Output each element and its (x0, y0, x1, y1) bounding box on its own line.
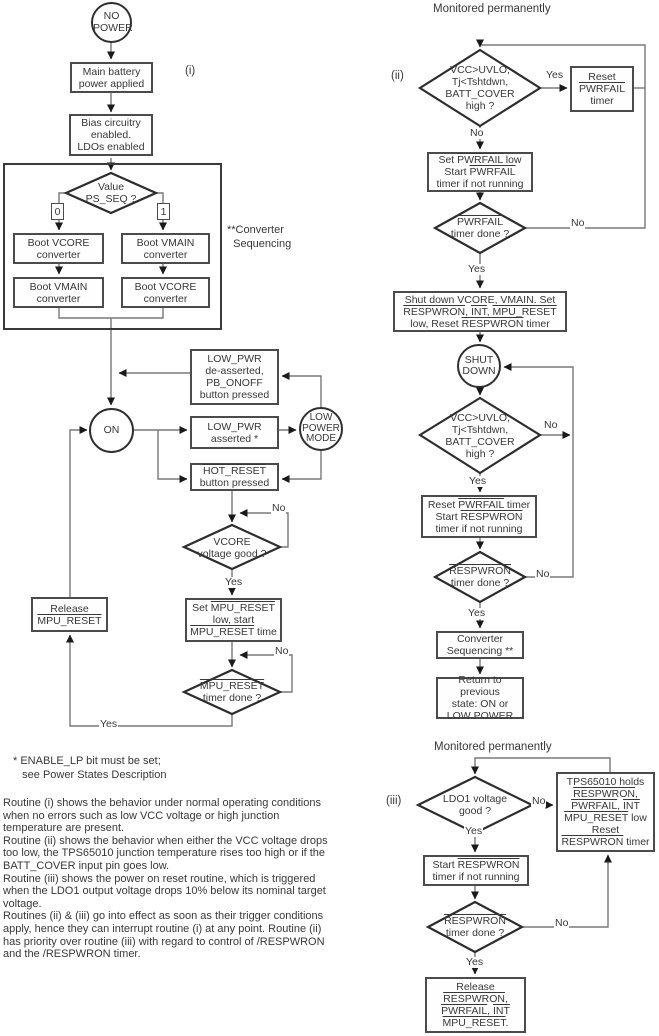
ps-seq-decision: Value PS_SEQ ? (85, 181, 137, 205)
respwron-timer-done-decision-ii: RESPWRON timer done ? (449, 565, 511, 589)
low-pwr-asserted-box: LOW_PWR asserted * (190, 416, 279, 449)
enable-lp-footnote: * ENABLE_LP bit must be set; see Power States Description (13, 755, 167, 781)
boot-vmain-first-box: Boot VMAIN converter (121, 233, 210, 264)
release-mpu-reset-box: Release MPU_RESET (31, 597, 108, 632)
edge-yes-respwron-ii: Yes (468, 607, 486, 619)
state-low-power-mode: LOW POWER MODE (299, 407, 343, 451)
routine-description-text: Routine (i) shows the behavior under normal operating conditions when no errors such as low VCC voltage or high junction temperature are present. Routine (ii) shows the behavior when either the VCC voltage drops too low, the TPS65010 junction temperature rises too high or if the BATT_COVER input pin goes low. Routine (iii) shows the power on reset routine, which is triggered when the LDO1 output voltage drops 10% below its nominal target voltage. Routines (ii) & (iii) go into effect as soon as their trigger conditions apply, hence they can interrupt routine (i) at any point. Routine (ii) has priority over routine (iii) with regard to control of /RESPWRON and the /RESPWRON timer. (3, 797, 328, 961)
routine-iii-label: (iii) (386, 795, 402, 807)
ldo1-good-decision: LDO1 voltage good ? (442, 793, 508, 817)
edge-yes-pwrfail-done: Yes (468, 263, 486, 275)
edge-yes-vcc2: Yes (469, 475, 487, 487)
reset-pwrfail-start-respwron-box: Reset PWRFAIL timer Start RESPWRON timer if not running (421, 495, 537, 538)
boot-vmain-second-box: Boot VMAIN converter (13, 277, 104, 308)
hot-reset-box: HOT_RESET button pressed (190, 463, 279, 491)
start-respwron-timer-box: Start RESPWRON timer if not running (423, 855, 529, 886)
edge-yes-vcore: Yes (225, 576, 243, 588)
edge-yes-vcc1: Yes (546, 69, 564, 81)
boot-vcore-first-box: Boot VCORE converter (13, 233, 104, 264)
set-mpu-reset-box: Set MPU_RESET low, start MPU_RESET time (185, 598, 282, 642)
set-pwrfail-low-box: Set PWRFAIL low Start PWRFAIL timer if not running (427, 152, 533, 192)
edge-no-respwron-ii: No (536, 568, 550, 580)
state-shut-down: SHUT DOWN (457, 344, 501, 388)
converter-sequencing-box: Converter Sequencing ** (436, 631, 524, 659)
boot-vcore-second-box: Boot VCORE converter (121, 277, 210, 308)
edge-no-vcore: No (272, 502, 286, 514)
tps65010-holds-box: TPS65010 holds RESPWRON, PWRFAIL, $\overline{INT}$ MPU_RESET low Reset RESPWRON timer (556, 772, 655, 852)
vcc-uvlo-decision-2: VCC>UVLO, Tj<Tshtdwn, BATT_COVER high ? (445, 412, 515, 460)
ps-seq-value-0: 0 (51, 203, 64, 220)
edge-no-pwrfail-done: No (571, 217, 585, 229)
reset-pwrfail-timer-box: Reset PWRFAIL timer (570, 66, 634, 112)
edge-yes-mpu-timer: Yes (100, 718, 118, 730)
edge-no-respwron-iii: No (555, 917, 569, 929)
state-no-power: NO POWER (91, 2, 132, 43)
routine-ii-label: (ii) (391, 70, 404, 82)
edge-no-mpu-timer: No (275, 645, 289, 657)
edge-no-vcc2: No (544, 419, 558, 431)
release-signals-box: Release RESPWRON, PWRFAIL, $\overline{INT}$ MPU_RESET. (425, 977, 526, 1033)
state-on: ON (89, 408, 134, 453)
bias-circuitry-box: Bias circuitry enabled. LDOs enabled (69, 114, 153, 156)
low-pwr-deasserted-box: LOW_PWR de-asserted, PB_ONOFF button pressed (190, 349, 279, 405)
monitored-permanently-label-iii: Monitored permanently (434, 741, 552, 753)
converter-sequencing-note: **Converter Sequencing (227, 224, 292, 250)
edge-no-ldo1: No (532, 795, 546, 807)
pwrfail-timer-done-decision: PWRFAIL timer done ? (450, 216, 510, 240)
vcc-uvlo-decision-1: VCC>UVLO, Tj<Tshtdwn, BATT_COVER high ? (445, 64, 515, 112)
ps-seq-value-1: 1 (157, 203, 170, 220)
monitored-permanently-label-ii: Monitored permanently (433, 3, 551, 15)
mpu-reset-timer-done-decision: MPU_RESET timer done ? (199, 680, 265, 704)
routine-i-label: (i) (185, 65, 196, 77)
edge-yes-respwron-iii: Yes (466, 956, 484, 968)
shutdown-converters-box: Shut down VCORE, VMAIN. Set RESPWRON, $\overline{INT}$, MPU_RESET low, Reset RESPWRON timer (393, 291, 567, 332)
vcore-good-decision: VCORE voltage good ? (197, 536, 267, 560)
main-battery-box: Main battery power applied (70, 62, 153, 93)
edge-no-vcc1: No (470, 127, 484, 139)
return-previous-state-box: Return to previous state: ON or LOW POWER (436, 677, 524, 719)
respwron-timer-done-decision-iii: RESPWRON timer done ? (444, 915, 506, 939)
edge-yes-ldo1: Yes (465, 825, 483, 837)
